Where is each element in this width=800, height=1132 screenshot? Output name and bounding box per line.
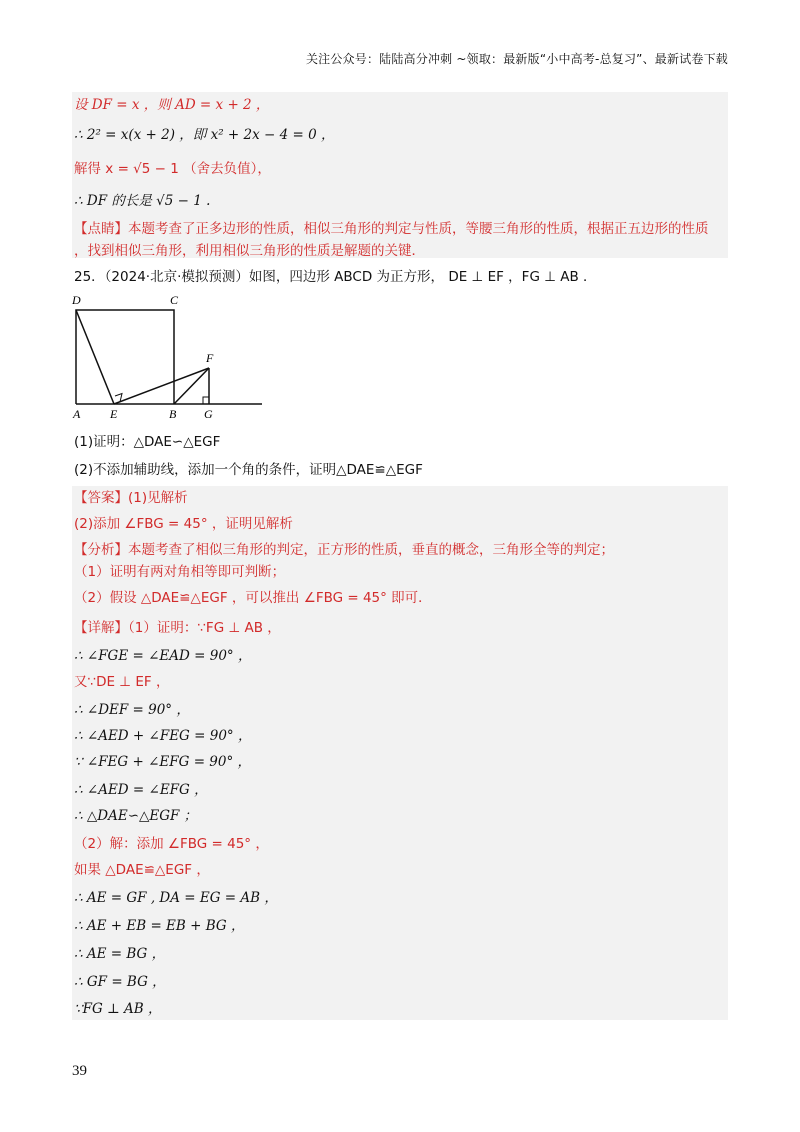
detail-6: ∵ ∠FEG + ∠EFG = 90° ， xyxy=(74,754,252,770)
answer-2: (2)添加 ∠FBG = 45° ，证明见解析 xyxy=(74,516,293,532)
detail-14: ∴ GF = BG ， xyxy=(74,974,166,990)
question-stem: 25．（2024·北京·模拟预测）如图，四边形 ABCD 为正方形， DE ⊥ EF ，FG ⊥ AB ． xyxy=(74,269,597,285)
detail-11: ∴ AE = GF , DA = EG = AB ， xyxy=(74,890,278,906)
segment-BF xyxy=(174,368,209,404)
page-number: 39 xyxy=(72,1063,87,1079)
detail-8: ∴ △DAE∽△EGF ； xyxy=(74,808,198,824)
label-E: E xyxy=(110,407,118,421)
point-line-2: ，找到相似三角形，利用相似三角形的性质是解题的关键． xyxy=(74,243,425,259)
detail-15: ∵FG ⊥ AB ， xyxy=(74,1001,162,1017)
label-B: B xyxy=(169,407,177,421)
detail-10: 如果 △DAE≌△EGF ， xyxy=(74,862,210,878)
segment-EF xyxy=(114,368,209,404)
detail-1: 【详解】（1）证明：∵FG ⊥ AB ， xyxy=(74,620,281,636)
page-header: 关注公众号：陆陆高分冲刺 ~领取：最新版“小中高考-总复习”、最新试卷下载 xyxy=(305,52,728,66)
label-A: A xyxy=(73,407,81,421)
analysis-1: （1）证明有两对角相等即可判断； xyxy=(74,564,286,580)
segment-DE xyxy=(76,310,114,404)
square-outline xyxy=(76,310,174,404)
prev-line-2: ∴ 2² = x(x + 2) ，即 x² + 2x − 4 = 0 ， xyxy=(74,127,335,143)
question-part-1: (1)证明：△DAE∽△EGF xyxy=(74,434,221,450)
label-G: G xyxy=(204,407,213,421)
prev-line-3: 解得 x = √5 − 1 （舍去负值）， xyxy=(74,161,271,177)
analysis-2: （2）假设 △DAE≌△EGF ，可以推出 ∠FBG = 45° 即可． xyxy=(74,590,432,606)
detail-4: ∴ ∠DEF = 90° ， xyxy=(74,702,190,718)
prev-line-4: ∴ DF 的长是 √5 − 1 . xyxy=(74,193,211,209)
question-part-2: (2)不添加辅助线，添加一个角的条件，证明△DAE≌△EGF xyxy=(74,462,423,478)
answer-1: 【答案】(1)见解析 xyxy=(74,490,188,506)
detail-3: 又∵DE ⊥ EF ， xyxy=(74,674,170,690)
point-line-1: 【点睛】本题考查了正多边形的性质，相似三角形的判定与性质，等腰三角形的性质，根据正五边形的性质 xyxy=(74,221,709,237)
label-D: D xyxy=(72,293,81,307)
detail-9: （2）解：添加 ∠FBG = 45° ， xyxy=(74,836,269,852)
detail-2: ∴ ∠FGE = ∠EAD = 90° ， xyxy=(74,648,252,664)
detail-5: ∴ ∠AED + ∠FEG = 90° ， xyxy=(74,728,252,744)
analysis: 【分析】本题考查了相似三角形的判定，正方形的性质，垂直的概念，三角形全等的判定； xyxy=(74,542,614,558)
prev-line-1: 设 DF = x ，则 AD = x + 2 ， xyxy=(74,97,270,113)
label-C: C xyxy=(170,293,179,307)
geometry-figure xyxy=(70,292,290,422)
right-angle-mark-G xyxy=(203,397,209,404)
detail-12: ∴ AE + EB = EB + BG ， xyxy=(74,918,245,934)
label-F: F xyxy=(206,351,214,365)
detail-13: ∴ AE = BG ， xyxy=(74,946,166,962)
detail-7: ∴ ∠AED = ∠EFG ， xyxy=(74,782,208,798)
